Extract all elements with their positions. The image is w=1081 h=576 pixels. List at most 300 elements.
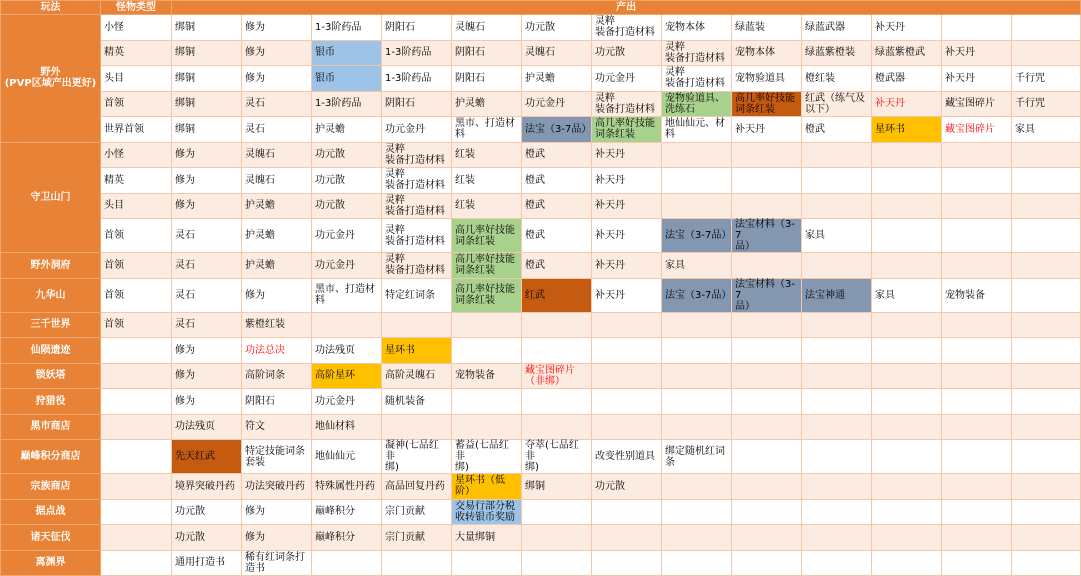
monster-type-cell: 精英 xyxy=(101,168,172,194)
output-cell xyxy=(592,338,662,364)
output-cell xyxy=(942,363,1012,389)
output-cell: 特定红词条 xyxy=(382,278,452,312)
table-row xyxy=(1,168,1081,194)
output-cell xyxy=(662,474,732,500)
output-cell: 补天丹 xyxy=(872,91,942,117)
output-cell xyxy=(942,474,1012,500)
output-cell xyxy=(872,312,942,338)
output-cell: 1-3阶药品 xyxy=(312,15,382,41)
output-cell xyxy=(312,550,382,576)
table-row xyxy=(1,15,1081,41)
monster-type-cell: 头目 xyxy=(101,66,172,92)
output-cell: 绑铜 xyxy=(522,474,592,500)
output-cell xyxy=(662,499,732,525)
output-cell xyxy=(1012,312,1081,338)
output-cell: 补天丹 xyxy=(592,142,662,168)
output-cell xyxy=(872,363,942,389)
monster-type-cell xyxy=(101,440,172,474)
output-cell xyxy=(732,525,802,551)
output-cell xyxy=(592,389,662,415)
output-cell: 星环书（低 阶） xyxy=(452,474,522,500)
output-cell xyxy=(732,338,802,364)
monster-type-cell: 首领 xyxy=(101,253,172,279)
output-cell: 灵石 xyxy=(242,117,312,143)
output-cell: 1-3阶药品 xyxy=(312,91,382,117)
output-cell xyxy=(662,363,732,389)
output-cell: 夺萃(七品红非 绑) xyxy=(522,440,592,474)
output-cell xyxy=(662,168,732,194)
output-cell xyxy=(592,499,662,525)
output-cell xyxy=(312,312,382,338)
output-cell: 高几率好技能 词条红装 xyxy=(452,253,522,279)
table-row xyxy=(1,253,1081,279)
output-cell: 藏宝图碎片 xyxy=(942,117,1012,143)
output-cell: 绑铜 xyxy=(172,66,242,92)
output-cell: 宠物验道具、 洗练石 xyxy=(662,91,732,117)
output-cell: 补天丹 xyxy=(732,117,802,143)
output-cell xyxy=(802,499,872,525)
output-cell xyxy=(522,414,592,440)
output-cell: 阴阳石 xyxy=(382,91,452,117)
output-cell xyxy=(522,338,592,364)
header-monster-type: 怪物类型 xyxy=(101,1,172,15)
output-cell: 橙武 xyxy=(802,117,872,143)
output-cell: 先天红武 xyxy=(172,440,242,474)
output-cell xyxy=(662,338,732,364)
output-cell xyxy=(872,389,942,415)
output-cell xyxy=(522,499,592,525)
table-row xyxy=(1,474,1081,500)
header-play: 玩法 xyxy=(1,1,101,15)
output-cell: 家具 xyxy=(872,278,942,312)
output-cell: 绿蓝紫橙装 xyxy=(802,40,872,66)
table-row xyxy=(1,193,1081,219)
output-cell xyxy=(872,440,942,474)
section-name: 野外洞府 xyxy=(1,253,101,279)
output-cell xyxy=(872,525,942,551)
output-cell: 功法突破丹药 xyxy=(242,474,312,500)
output-cell: 黑市、打造材 料 xyxy=(452,117,522,143)
output-cell: 阴阳石 xyxy=(242,389,312,415)
output-cell xyxy=(942,15,1012,41)
monster-type-cell xyxy=(101,499,172,525)
output-cell: 宗门贡献 xyxy=(382,525,452,551)
output-cell: 法宝材料（3-7 品） xyxy=(732,219,802,253)
output-cell: 护灵蟾 xyxy=(522,66,592,92)
table-body xyxy=(1,15,1081,576)
output-cell: 宠物本体 xyxy=(732,40,802,66)
output-cell: 稀有红词条打 造书 xyxy=(242,550,312,576)
output-cell: 橙武器 xyxy=(872,66,942,92)
output-cell xyxy=(1012,40,1081,66)
output-cell xyxy=(382,550,452,576)
output-cell: 功元金丹 xyxy=(312,219,382,253)
output-cell xyxy=(732,474,802,500)
output-cell xyxy=(872,142,942,168)
output-cell xyxy=(872,474,942,500)
output-cell: 功元散 xyxy=(172,499,242,525)
section-name: 野外 (PVP区域产出更好) xyxy=(1,15,101,143)
output-cell xyxy=(802,338,872,364)
output-cell: 阴阳石 xyxy=(452,40,522,66)
output-cell: 阴阳石 xyxy=(382,15,452,41)
output-cell: 家具 xyxy=(662,253,732,279)
output-cell: 功元散 xyxy=(312,142,382,168)
output-cell xyxy=(452,414,522,440)
table-row xyxy=(1,66,1081,92)
output-cell xyxy=(942,550,1012,576)
output-cell: 法宝（3-7品） xyxy=(522,117,592,143)
header-output: 产出 xyxy=(172,1,1081,15)
output-cell xyxy=(662,525,732,551)
output-cell: 家具 xyxy=(1012,117,1081,143)
output-cell xyxy=(802,414,872,440)
output-cell xyxy=(942,338,1012,364)
output-cell xyxy=(732,440,802,474)
output-cell: 银币 xyxy=(312,66,382,92)
output-cell: 宠物本体 xyxy=(662,15,732,41)
monster-type-cell xyxy=(101,363,172,389)
output-cell xyxy=(732,499,802,525)
output-cell: 功元金丹 xyxy=(312,389,382,415)
output-cell: 高几率好技能 词条红装 xyxy=(452,219,522,253)
output-cell: 千行咒 xyxy=(1012,66,1081,92)
output-cell xyxy=(942,168,1012,194)
output-cell: 地仙仙元 xyxy=(312,440,382,474)
output-cell xyxy=(1012,15,1081,41)
section-name: 狩猎役 xyxy=(1,389,101,415)
output-cell xyxy=(452,312,522,338)
output-cell xyxy=(452,389,522,415)
output-cell: 黑市、打造材 料 xyxy=(312,278,382,312)
output-cell: 绿蓝装 xyxy=(732,15,802,41)
output-cell: 宗门贡献 xyxy=(382,499,452,525)
monster-type-cell: 首领 xyxy=(101,219,172,253)
output-cell: 高几率好技能 词条红装 xyxy=(732,91,802,117)
output-cell: 补天丹 xyxy=(592,219,662,253)
output-cell: 阴阳石 xyxy=(452,66,522,92)
output-cell xyxy=(802,389,872,415)
monster-type-cell: 首领 xyxy=(101,278,172,312)
output-cell xyxy=(1012,550,1081,576)
output-cell xyxy=(732,363,802,389)
output-cell xyxy=(872,219,942,253)
table-row xyxy=(1,142,1081,168)
output-cell: 星环书 xyxy=(382,338,452,364)
output-cell: 1-3阶药品 xyxy=(382,66,452,92)
output-cell: 灵石 xyxy=(172,278,242,312)
output-cell: 灵魄石 xyxy=(522,40,592,66)
output-cell xyxy=(732,389,802,415)
output-cell xyxy=(1012,525,1081,551)
output-cell xyxy=(942,499,1012,525)
section-name: 巅峰积分商店 xyxy=(1,440,101,474)
output-cell: 灵魄石 xyxy=(452,15,522,41)
output-cell: 补天丹 xyxy=(592,168,662,194)
output-cell xyxy=(662,550,732,576)
output-cell: 功元金丹 xyxy=(522,91,592,117)
output-cell xyxy=(1012,389,1081,415)
output-cell: 功元金丹 xyxy=(592,66,662,92)
output-cell: 绿蓝武器 xyxy=(802,15,872,41)
output-cell: 随机装备 xyxy=(382,389,452,415)
output-cell: 藏宝图碎片 （非绑） xyxy=(522,363,592,389)
output-cell xyxy=(522,312,592,338)
output-cell: 修为 xyxy=(172,193,242,219)
output-cell xyxy=(1012,168,1081,194)
output-cell: 功元散 xyxy=(592,40,662,66)
output-cell: 修为 xyxy=(242,15,312,41)
output-cell xyxy=(1012,414,1081,440)
output-cell: 灵石 xyxy=(242,91,312,117)
output-cell: 功元散 xyxy=(172,525,242,551)
output-cell: 绑铜 xyxy=(172,15,242,41)
output-cell: 宠物装备 xyxy=(452,363,522,389)
output-cell: 灵粹 装备打造材料 xyxy=(662,66,732,92)
output-cell xyxy=(1012,142,1081,168)
output-cell xyxy=(802,193,872,219)
table-row xyxy=(1,219,1081,253)
output-cell xyxy=(942,312,1012,338)
output-cell xyxy=(942,253,1012,279)
output-cell: 地仙材料 xyxy=(312,414,382,440)
output-cell xyxy=(1012,363,1081,389)
table-row xyxy=(1,117,1081,143)
output-cell: 橙武 xyxy=(522,168,592,194)
output-cell xyxy=(592,312,662,338)
output-cell xyxy=(1012,440,1081,474)
output-cell: 功元散 xyxy=(312,168,382,194)
output-cell: 地仙仙元、材 料 xyxy=(662,117,732,143)
output-cell: 灵粹 装备打造材料 xyxy=(382,142,452,168)
output-cell xyxy=(942,525,1012,551)
output-cell: 千行咒 xyxy=(1012,91,1081,117)
output-cell: 绑铜 xyxy=(172,117,242,143)
output-cell: 灵粹 装备打造材料 xyxy=(382,193,452,219)
output-cell xyxy=(592,525,662,551)
output-cell xyxy=(872,193,942,219)
output-cell: 护灵蟾 xyxy=(242,253,312,279)
output-cell: 绑定随机红词 条 xyxy=(662,440,732,474)
section-name: 九华山 xyxy=(1,278,101,312)
output-cell: 紫橙红装 xyxy=(242,312,312,338)
output-cell: 补天丹 xyxy=(942,66,1012,92)
output-cell: 高阶词条 xyxy=(242,363,312,389)
output-cell: 大量绑铜 xyxy=(452,525,522,551)
output-cell xyxy=(452,338,522,364)
output-cell xyxy=(942,193,1012,219)
output-cell: 橙武 xyxy=(522,219,592,253)
output-cell xyxy=(872,414,942,440)
output-cell: 护灵蟾 xyxy=(312,117,382,143)
output-cell xyxy=(802,253,872,279)
output-cell xyxy=(1012,338,1081,364)
output-cell xyxy=(592,363,662,389)
output-cell xyxy=(382,312,452,338)
output-cell: 功法总决 xyxy=(242,338,312,364)
monster-type-cell xyxy=(101,414,172,440)
output-cell: 功元散 xyxy=(592,474,662,500)
output-cell xyxy=(592,414,662,440)
output-cell xyxy=(802,312,872,338)
output-cell: 高几率好技能 词条红装 xyxy=(592,117,662,143)
output-cell xyxy=(1012,253,1081,279)
output-cell: 高阶灵魄石 xyxy=(382,363,452,389)
table-row xyxy=(1,550,1081,576)
output-cell: 灵魄石 xyxy=(242,142,312,168)
output-cell: 补天丹 xyxy=(592,278,662,312)
output-cell: 功元散 xyxy=(522,15,592,41)
output-cell: 灵石 xyxy=(172,312,242,338)
output-cell xyxy=(942,389,1012,415)
output-cell: 灵魄石 xyxy=(242,168,312,194)
monster-type-cell: 小怪 xyxy=(101,142,172,168)
output-cell xyxy=(732,168,802,194)
output-cell: 特殊属性丹药 xyxy=(312,474,382,500)
output-cell: 修为 xyxy=(172,389,242,415)
output-cell xyxy=(662,414,732,440)
output-cell: 法宝（3-7品） xyxy=(662,219,732,253)
output-cell: 高阶星环 xyxy=(312,363,382,389)
monster-type-cell: 精英 xyxy=(101,40,172,66)
output-cell: 补天丹 xyxy=(592,193,662,219)
output-cell: 1-3阶药品 xyxy=(382,40,452,66)
output-cell: 修为 xyxy=(172,142,242,168)
output-cell: 巅峰积分 xyxy=(312,499,382,525)
section-name: 三千世界 xyxy=(1,312,101,338)
monster-type-cell: 首领 xyxy=(101,312,172,338)
monster-type-cell: 首领 xyxy=(101,91,172,117)
output-cell: 补天丹 xyxy=(872,15,942,41)
output-cell xyxy=(1012,219,1081,253)
output-cell xyxy=(1012,499,1081,525)
table-row xyxy=(1,278,1081,312)
monster-type-cell xyxy=(101,389,172,415)
table-row xyxy=(1,91,1081,117)
table-row xyxy=(1,338,1081,364)
table-row xyxy=(1,499,1081,525)
output-cell xyxy=(732,142,802,168)
output-cell: 护灵蟾 xyxy=(242,193,312,219)
table-row xyxy=(1,312,1081,338)
output-cell: 橙武 xyxy=(522,253,592,279)
output-cell xyxy=(872,550,942,576)
section-name: 离渊界 xyxy=(1,550,101,576)
output-cell: 宠物装备 xyxy=(942,278,1012,312)
output-cell: 护灵蟾 xyxy=(452,91,522,117)
output-cell xyxy=(522,525,592,551)
output-cell: 功法残页 xyxy=(312,338,382,364)
output-cell: 灵粹 装备打造材料 xyxy=(662,40,732,66)
output-cell: 灵粹 装备打造材料 xyxy=(592,15,662,41)
output-cell xyxy=(732,414,802,440)
output-cell xyxy=(732,253,802,279)
output-cell: 境界突破丹药 xyxy=(172,474,242,500)
output-cell: 功元金丹 xyxy=(312,253,382,279)
table-row xyxy=(1,525,1081,551)
output-cell: 红武（练气及 以下） xyxy=(802,91,872,117)
section-name: 宗族商店 xyxy=(1,474,101,500)
output-cell: 橙武 xyxy=(522,193,592,219)
output-cell: 交易行部分税 收转银币奖励 xyxy=(452,499,522,525)
output-cell: 补天丹 xyxy=(592,253,662,279)
output-cell xyxy=(1012,474,1081,500)
output-cell: 修为 xyxy=(172,338,242,364)
output-cell: 法宝材料（3-7 品） xyxy=(732,278,802,312)
output-cell xyxy=(522,389,592,415)
output-cell: 修为 xyxy=(242,40,312,66)
output-cell xyxy=(802,550,872,576)
output-cell: 通用打造书 xyxy=(172,550,242,576)
output-cell xyxy=(662,312,732,338)
output-cell xyxy=(732,550,802,576)
output-cell: 高品回复丹药 xyxy=(382,474,452,500)
output-cell: 改变性别道具 xyxy=(592,440,662,474)
monster-type-cell: 头目 xyxy=(101,193,172,219)
output-cell: 宠物验道具 xyxy=(732,66,802,92)
output-cell: 灵粹 装备打造材料 xyxy=(592,91,662,117)
output-cell xyxy=(802,168,872,194)
output-cell: 法宝神通 xyxy=(802,278,872,312)
output-cell xyxy=(662,142,732,168)
monster-type-cell xyxy=(101,550,172,576)
output-cell xyxy=(802,525,872,551)
output-cell: 修为 xyxy=(172,363,242,389)
output-cell: 凝神(七品红非 绑) xyxy=(382,440,452,474)
output-cell: 红装 xyxy=(452,193,522,219)
output-cell: 功元散 xyxy=(312,193,382,219)
output-cell xyxy=(802,474,872,500)
output-cell xyxy=(802,142,872,168)
section-name: 据点战 xyxy=(1,499,101,525)
output-cell: 功法残页 xyxy=(172,414,242,440)
output-cell: 红装 xyxy=(452,168,522,194)
monster-type-cell xyxy=(101,338,172,364)
output-cell xyxy=(1012,278,1081,312)
output-cell xyxy=(732,193,802,219)
output-cell: 高几率好技能 词条红装 xyxy=(452,278,522,312)
output-cell: 巅峰积分 xyxy=(312,525,382,551)
output-cell: 修为 xyxy=(242,525,312,551)
output-cell: 绑铜 xyxy=(172,40,242,66)
section-name: 诸天征伐 xyxy=(1,525,101,551)
output-cell: 橙红装 xyxy=(802,66,872,92)
output-cell: 灵粹 装备打造材料 xyxy=(382,253,452,279)
output-cell xyxy=(662,389,732,415)
output-cell xyxy=(942,440,1012,474)
table-row xyxy=(1,389,1081,415)
output-cell: 银币 xyxy=(312,40,382,66)
output-cell: 灵粹 装备打造材料 xyxy=(382,219,452,253)
output-cell: 灵石 xyxy=(172,253,242,279)
output-cell xyxy=(452,550,522,576)
output-cell xyxy=(802,440,872,474)
output-cell xyxy=(732,312,802,338)
output-cell xyxy=(662,193,732,219)
section-name: 仙陨遗迹 xyxy=(1,338,101,364)
output-cell: 修为 xyxy=(242,66,312,92)
output-cell xyxy=(942,142,1012,168)
monster-type-cell: 世界首领 xyxy=(101,117,172,143)
section-name: 守卫山门 xyxy=(1,142,101,253)
table-row xyxy=(1,363,1081,389)
monster-type-cell: 小怪 xyxy=(101,15,172,41)
monster-type-cell xyxy=(101,474,172,500)
section-name: 黑市商店 xyxy=(1,414,101,440)
output-cell: 藏宝图碎片 xyxy=(942,91,1012,117)
output-cell xyxy=(942,219,1012,253)
output-cell: 功元金丹 xyxy=(382,117,452,143)
